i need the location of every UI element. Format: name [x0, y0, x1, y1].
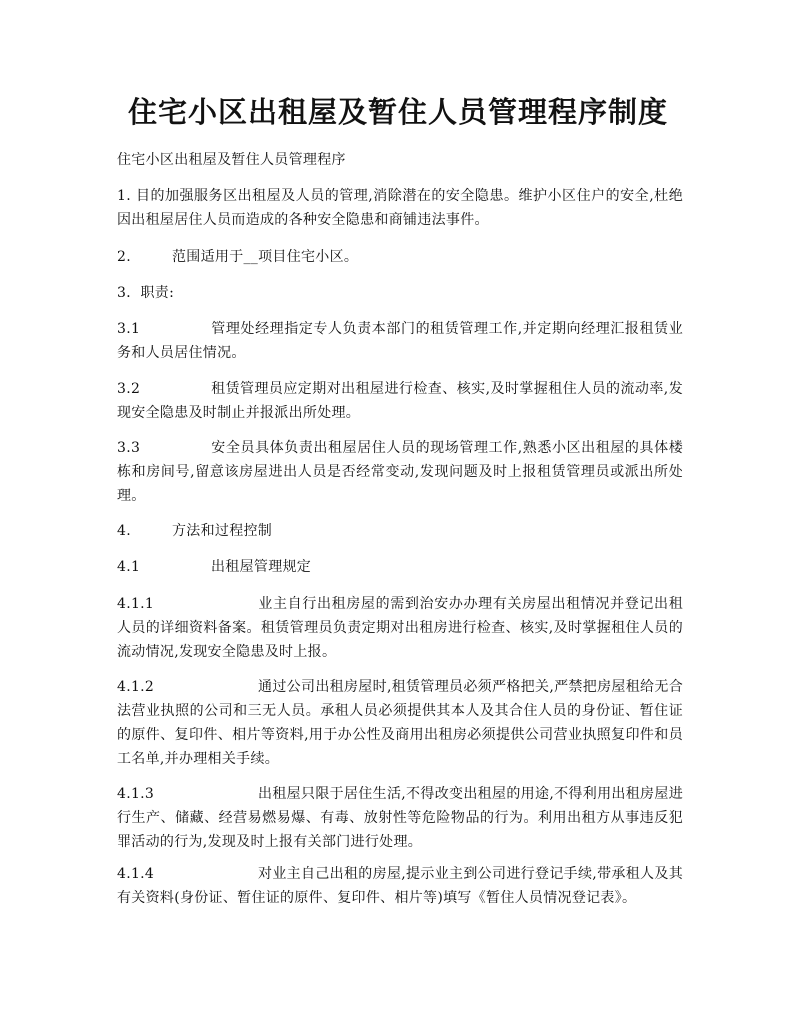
paragraph-number: 1. [117, 188, 131, 204]
paragraph-3-2 [117, 377, 683, 425]
paragraph-text: 通过公司出租房屋时,租赁管理员必须严格把关,严禁把房屋租给无合法营业执照的公司和三无人员。承租人员必须提供其本人及其合住人员的身份证、暂住证的原件、复印件、相片等资料,用于办公性及商用出租房必须提供公司营业执照复印件和员工名单,并办理相关手续。 [117, 679, 683, 767]
paragraph-3-3 [117, 436, 683, 508]
paragraph-text: 住宅小区出租屋及暂住人员管理程序 [117, 152, 346, 168]
paragraph-text: 安全员具体负责出租屋居住人员的现场管理工作,熟悉小区出租屋的具体楼栋和房间号,留意该房屋进出人员是否经常变动,发现问题及时上报租赁管理员或派出所处理。 [117, 440, 683, 504]
paragraph-4-1 [117, 555, 683, 579]
paragraph-number: 3．职责: [117, 285, 175, 301]
paragraph-number: 4. [117, 523, 131, 539]
paragraph-4-1-1 [117, 592, 683, 664]
paragraph-4 [117, 519, 683, 543]
paragraph-2 [117, 245, 683, 269]
paragraph-text: 出租屋管理规定 [211, 559, 312, 575]
paragraph-number: 2. [117, 249, 131, 265]
paragraph-number: 3.3 [117, 440, 141, 456]
paragraph-number: 4.1.1 [117, 596, 155, 612]
paragraph-number: 4.1.3 [117, 786, 155, 802]
paragraph-text: 对业主自己出租的房屋,提示业主到公司进行登记手续,带承租人及其有关资料(身份证、暂住证的原件、复印件、相片等)填写《暂住人员情况登记表》。 [117, 866, 683, 906]
paragraph-text: 方法和过程控制 [172, 523, 273, 539]
subtitle-paragraph [117, 148, 683, 172]
paragraph-number: 3.1 [117, 321, 141, 337]
paragraph-4-1-4 [117, 862, 683, 910]
paragraph-4-1-2 [117, 675, 683, 771]
paragraph-text: 管理处经理指定专人负责本部门的租赁管理工作,并定期向经理汇报租赁业务和人员居住情况。 [117, 321, 683, 361]
paragraph-text: 目的加强服务区出租屋及人员的管理,消除潜在的安全隐患。维护小区住户的安全,杜绝因出租屋居住人员而造成的各种安全隐患和商铺违法事件。 [117, 188, 683, 228]
paragraph-text: 出租屋只限于居住生活,不得改变出租屋的用途,不得利用出租房屋进行生产、储藏、经营易燃易爆、有毒、放射性等危险物品的行为。利用出租方从事违反犯罪活动的行为,发现及时上报有关部门进行处理。 [117, 786, 683, 850]
paragraph-text: 租赁管理员应定期对出租屋进行检查、核实,及时掌握租住人员的流动率,发现安全隐患及时制止并报派出所处理。 [117, 381, 683, 421]
paragraph-number: 4.1.2 [117, 679, 155, 695]
paragraph-number: 4.1.4 [117, 866, 155, 882]
paragraph-number: 4.1 [117, 559, 141, 575]
paragraph-4-1-3 [117, 782, 683, 854]
paragraph-1 [117, 184, 683, 232]
document-title: 住宅小区出租屋及暂住人员管理程序制度 [127, 95, 668, 129]
paragraph-number: 3.2 [117, 381, 141, 397]
paragraph-text: 业主自行出租房屋的需到治安办办理有关房屋出租情况并登记出租人员的详细资料备案。租赁管理员负责定期对出租房进行检查、核实,及时掌握租住人员的流动情况,发现安全隐患及时上报。 [117, 596, 683, 660]
paragraph-text: 范围适用于__项目住宅小区。 [172, 249, 359, 265]
paragraph-3-1 [117, 317, 683, 365]
paragraph-3 [117, 281, 683, 305]
